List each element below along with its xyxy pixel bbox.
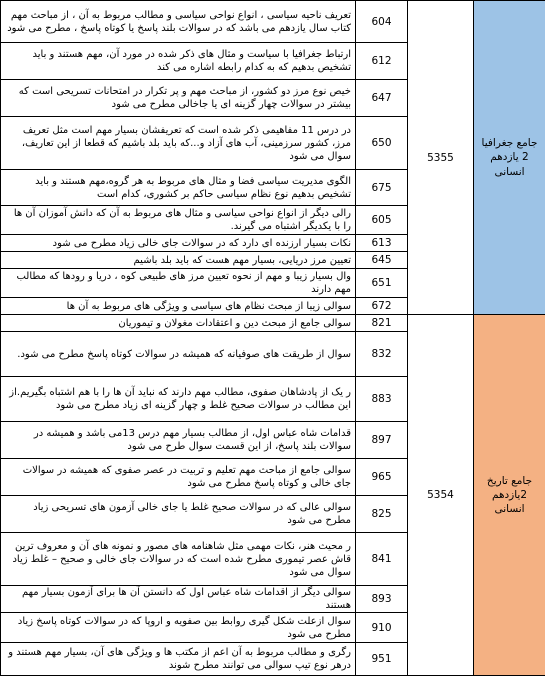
question-number: 951 xyxy=(356,643,408,676)
category-label: جامع جغرافیا 2 یازدهم انسانی xyxy=(482,137,538,177)
question-description: رگری و مطالب مربوط به آن اعم از مکتب ها و ویژگی های آن، بسیار مهم هستند و درهر نوع تیپ سوالی می توانند مطرح شوند xyxy=(1,643,356,676)
question-number: 605 xyxy=(356,206,408,235)
question-number: 613 xyxy=(356,235,408,252)
question-description: رالی دیگر از انواع نواحی سیاسی و مثال های مربوط به آن که دانش آموزان آن ها را با یکدیگر اشتباه می گیرند. xyxy=(1,206,356,235)
question-number: 965 xyxy=(356,459,408,496)
question-number: 672 xyxy=(356,298,408,315)
question-description: الگوی مدیریت سیاسی فضا و مثال های مربوط به هر گروه،مهم هستند و باید تشخیص بدهیم نوع نظام سیاسی حاکم بر کشوری، کدام است xyxy=(1,170,356,206)
question-description: در درس 11 مفاهیمی ذکر شده است که تعریفشان بسیار مهم است مثل تعریف مرز، کشور سرزمینی، آب های آزاد و...که باید بلد باشیم که قطعا از این تعاریف، سوال می شود xyxy=(1,117,356,170)
code-value: 5355 xyxy=(427,152,454,164)
question-description: سوالی عالی که در سوالات صحیح غلط یا جای خالی آزمون های تسریحی زیاد مطرح می شود xyxy=(1,496,356,533)
question-number: 821 xyxy=(356,315,408,332)
question-number: 883 xyxy=(356,377,408,422)
question-number: 612 xyxy=(356,43,408,80)
question-description: سوال ازعلت شکل گیری روابط بین صفویه و اروپا که در سوالات کوتاه پاسخ زیاد مطرح می شود xyxy=(1,613,356,643)
question-description: سوالی زیبا از مبحث نظام های سیاسی و ویژگی های مربوط به آن ها xyxy=(1,298,356,315)
question-number: 825 xyxy=(356,496,408,533)
question-description: تعیین مرز دریایی، بسیار مهم هست که باید بلد باشیم xyxy=(1,252,356,269)
question-number: 651 xyxy=(356,269,408,298)
category-cell-history xyxy=(474,315,545,676)
question-description: سوال از طریقت های صوفیانه که همیشه در سوالات کوتاه پاسخ مطرح می شود. xyxy=(1,332,356,377)
code-value: 5354 xyxy=(427,489,454,501)
category-label: جامع تاریخ 2یازدهم انسانی xyxy=(487,475,532,515)
question-description: ارتباط جغرافیا با سیاست و مثال های ذکر شده در مورد آن، مهم هستند و باید تشخیص بدهیم که به کدام رابطه اشاره می کند xyxy=(1,43,356,80)
question-number: 604 xyxy=(356,1,408,43)
category-cell-geography xyxy=(474,1,545,315)
code-cell xyxy=(408,315,474,676)
question-number: 675 xyxy=(356,170,408,206)
question-number: 647 xyxy=(356,80,408,117)
question-description: سوالی جامع از مباحث مهم تعلیم و تربیت در عصر صفوی که همیشه در سوالات جای خالی و کوتاه پاسخ مطرح می شود xyxy=(1,459,356,496)
question-number: 841 xyxy=(356,533,408,586)
question-description: نکات بسیار ارزنده ای دارد که در سوالات جای خالی زیاد مطرح می شود xyxy=(1,235,356,252)
question-description: سوالی دیگر از اقدامات شاه عباس اول که دانستن آن ها برای آزمون بسیار مهم هستند xyxy=(1,586,356,613)
question-number: 832 xyxy=(356,332,408,377)
question-number: 910 xyxy=(356,613,408,643)
question-number: 893 xyxy=(356,586,408,613)
question-number: 645 xyxy=(356,252,408,269)
question-description: ر محیث هنر، نکات مهمی مثل شاهنامه های مصور و نمونه های آن و معروف ترین قاش عصر تیموری مطرح شده است که در سوالات جای خالی و صحیح – غلط زیاد سوال می شود xyxy=(1,533,356,586)
question-number: 897 xyxy=(356,422,408,459)
question-description: خیص نوع مرز دو کشور، از مباحث مهم و پر تکرار در امتحانات تسریحی است که بیشتر در سوالات چهار گزینه ای یا جاخالی مطرح می شود xyxy=(1,80,356,117)
table-row xyxy=(1,315,545,332)
question-description: تعریف ناحیه سیاسی ، انواع نواحی سیاسی و مطالب مربوط به آن ، از مباحث مهم کتاب سال یازدهم می باشد که در سوالات بلند پاسخ یا کوتاه پاسخ ، مطرح می شود xyxy=(1,1,356,43)
code-cell xyxy=(408,1,474,315)
question-description: قدامات شاه عباس اول، از مطالب بسیار مهم درس 13می باشد و همیشه در سوالات بلند پاسخ، از این قسمت سوال طرح می شود xyxy=(1,422,356,459)
question-description: وال بسیار زیبا و مهم از نحوه تعیین مرز های طبیعی کوه ، دریا و رودها که مطالب مهم دارند xyxy=(1,269,356,298)
table-row xyxy=(1,1,545,43)
question-description: ر یک از پادشاهان صفوی، مطالب مهم دارند که نباید آن ها را با هم اشتباه بگیریم.از این مطالب در سوالات صحیح غلط و چهار گزینه ای زیاد مطرح می شود xyxy=(1,377,356,422)
question-description: سوالی جامع از مبحث دین و اعتقادات مغولان و تیموریان xyxy=(1,315,356,332)
question-number: 650 xyxy=(356,117,408,170)
